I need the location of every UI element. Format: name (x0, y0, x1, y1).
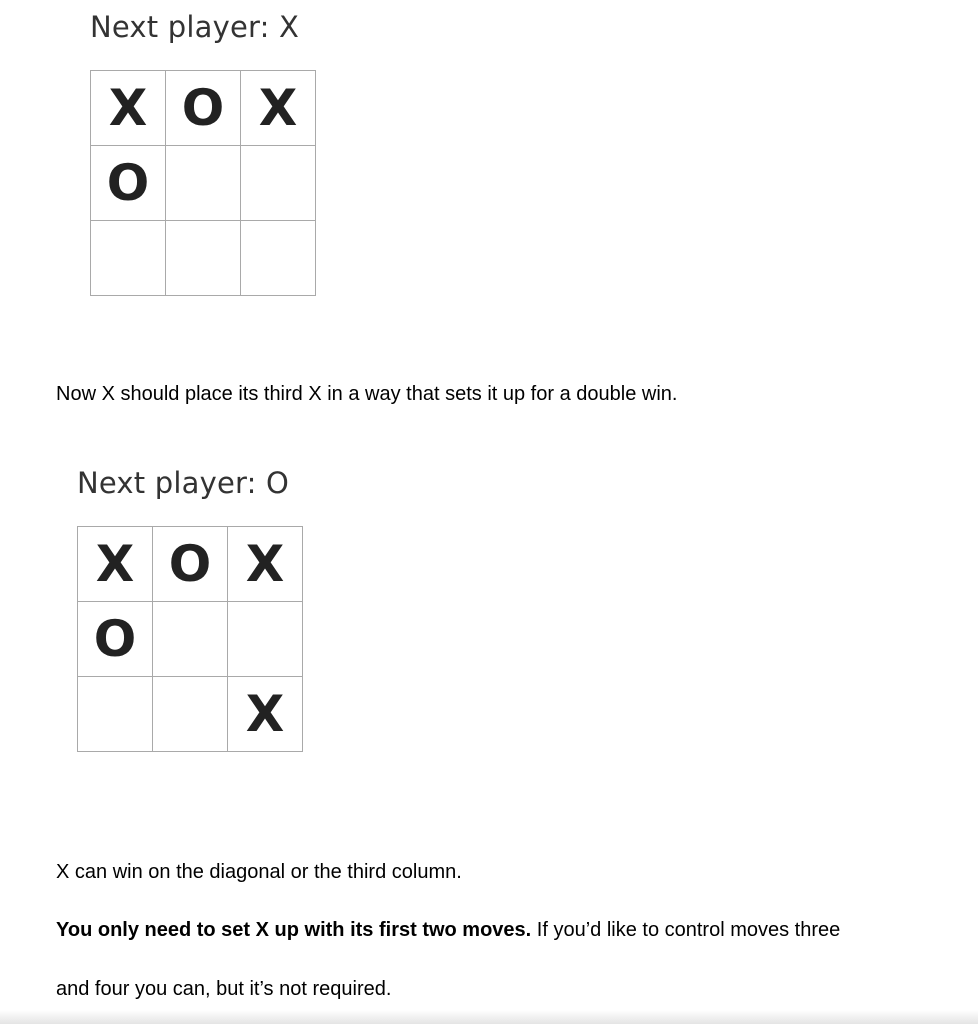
board-2-cell-0[interactable]: X (78, 527, 153, 602)
requirement-line-2: and four you can, but it’s not required. (56, 978, 392, 1000)
board-1-cell-3[interactable]: O (91, 146, 166, 221)
requirement-rest-text: If you’d like to control moves three (531, 919, 841, 941)
board-1-cell-1[interactable]: O (166, 71, 241, 146)
board-2-cell-5[interactable] (228, 602, 303, 677)
requirement-bold-text: You only need to set X up with its first two moves. (56, 919, 532, 941)
board-1-status: Next player: X (90, 10, 300, 44)
board-1-cell-8[interactable] (241, 221, 316, 296)
board-2-cell-1[interactable]: O (153, 527, 228, 602)
board-1-cell-4[interactable] (166, 146, 241, 221)
board-1 (90, 70, 316, 296)
board-2-cell-8[interactable]: X (228, 677, 303, 752)
board-2-cell-3[interactable]: O (78, 602, 153, 677)
page-bottom-shadow (0, 1010, 978, 1024)
explanation-text: X can win on the diagonal or the third column. (56, 861, 462, 883)
board-2-status: Next player: O (77, 466, 290, 500)
board-1-cell-2[interactable]: X (241, 71, 316, 146)
board-1-cell-6[interactable] (91, 221, 166, 296)
board-2-cell-6[interactable] (78, 677, 153, 752)
board-2-cell-4[interactable] (153, 602, 228, 677)
requirement-line-1 (56, 919, 840, 942)
board-1-cell-0[interactable]: X (91, 71, 166, 146)
board-2-cell-7[interactable] (153, 677, 228, 752)
board-1-cell-5[interactable] (241, 146, 316, 221)
board-2 (77, 526, 303, 752)
board-2-cell-2[interactable]: X (228, 527, 303, 602)
board-1-cell-7[interactable] (166, 221, 241, 296)
instruction-text: Now X should place its third X in a way that sets it up for a double win. (56, 383, 678, 405)
